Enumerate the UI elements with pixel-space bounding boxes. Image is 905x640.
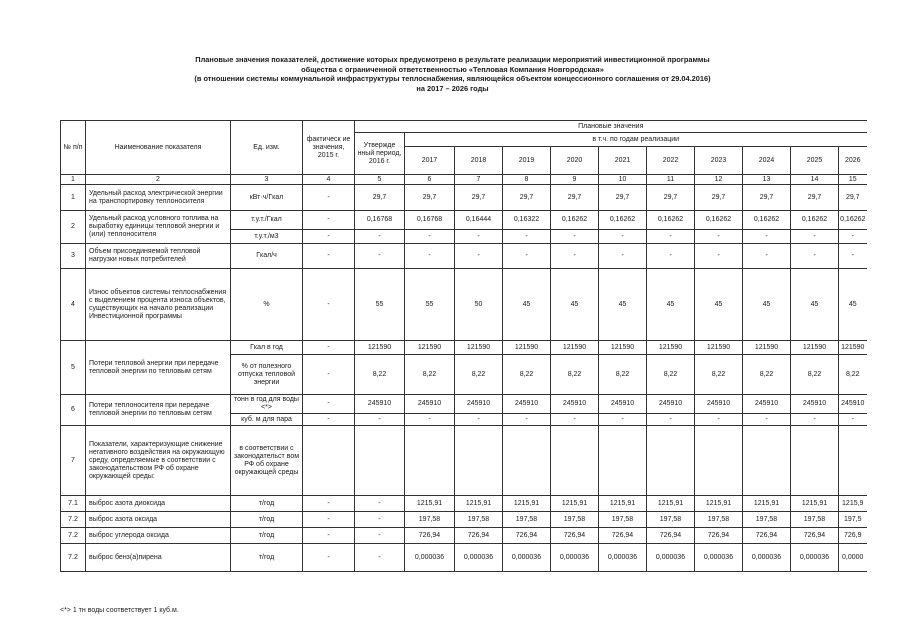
- indicator-name: выброс бенз(а)пирена: [86, 544, 231, 572]
- column-number: 6: [405, 175, 455, 185]
- indicator-name: Износ объектов системы теплоснабжения с выделением процента износа объектов, существующих на начало реализации Инвестиционной программы: [86, 269, 231, 341]
- approved-value: -: [355, 414, 405, 426]
- year-value: 1215,91: [743, 496, 791, 512]
- year-value: 8,22: [455, 355, 503, 395]
- unit: в соответствии с законодательст вом РФ об охране окружающей среды: [231, 426, 303, 496]
- year-value: -: [743, 230, 791, 244]
- year-value: 726,94: [695, 528, 743, 544]
- year-value: -: [695, 414, 743, 426]
- footnote: <*> 1 тн воды соответствует 1 куб.м.: [60, 607, 179, 614]
- year-value: 726,9: [839, 528, 867, 544]
- table-row: [61, 528, 867, 544]
- approved-value: -: [355, 230, 405, 244]
- fact-value: -: [303, 230, 355, 244]
- year-value: 1215,91: [695, 496, 743, 512]
- year-value: 726,94: [503, 528, 551, 544]
- year-value: 8,22: [503, 355, 551, 395]
- header-year-2019: 2019: [503, 147, 551, 175]
- unit: куб. м для пара: [231, 414, 303, 426]
- year-value: -: [455, 414, 503, 426]
- year-value: 1215,91: [599, 496, 647, 512]
- approved-value: -: [355, 244, 405, 269]
- header-unit: Ед. изм.: [231, 121, 303, 175]
- year-value: -: [455, 230, 503, 244]
- indicator-name: Потери теплоносителя при передаче тепловой энергии по тепловым сетям: [86, 395, 231, 426]
- row-number: 2: [61, 211, 86, 244]
- year-value: 8,22: [551, 355, 599, 395]
- year-value: 1215,91: [405, 496, 455, 512]
- indicator-name: Объем присоединяемой тепловой нагрузки новых потребителей: [86, 244, 231, 269]
- year-value: 0,16262: [599, 211, 647, 230]
- year-value: 1215,91: [791, 496, 839, 512]
- header-year-2025: 2025: [791, 147, 839, 175]
- fact-value: -: [303, 414, 355, 426]
- year-value: 0,000036: [695, 544, 743, 572]
- year-value: 45: [647, 269, 695, 341]
- indicator-name: Потери тепловой энергии при передаче тепловой энергии по тепловым сетям: [86, 341, 231, 395]
- year-value: -: [455, 244, 503, 269]
- year-value: 726,94: [551, 528, 599, 544]
- approved-value: 8,22: [355, 355, 405, 395]
- year-value: -: [551, 230, 599, 244]
- fact-value: -: [303, 544, 355, 572]
- year-value: 197,58: [647, 512, 695, 528]
- year-value: 197,58: [503, 512, 551, 528]
- column-number: 4: [303, 175, 355, 185]
- year-value: -: [743, 414, 791, 426]
- fact-value: [303, 426, 355, 496]
- unit: Гкал/ч: [231, 244, 303, 269]
- year-value: -: [791, 244, 839, 269]
- fact-value: -: [303, 512, 355, 528]
- column-number: 13: [743, 175, 791, 185]
- table-row: [61, 426, 867, 496]
- column-number: 10: [599, 175, 647, 185]
- year-value: -: [695, 230, 743, 244]
- fact-value: -: [303, 185, 355, 211]
- year-value: 45: [551, 269, 599, 341]
- year-value: [551, 426, 599, 496]
- year-value: 197,58: [551, 512, 599, 528]
- year-value: 45: [695, 269, 743, 341]
- year-value: 0,16322: [503, 211, 551, 230]
- unit: т.у.т./м3: [231, 230, 303, 244]
- column-number: 12: [695, 175, 743, 185]
- table-row: [61, 341, 867, 355]
- unit: кВт·ч/Гкал: [231, 185, 303, 211]
- year-value: 0,16262: [839, 211, 867, 230]
- year-value: 29,7: [695, 185, 743, 211]
- year-value: -: [839, 414, 867, 426]
- year-value: -: [791, 230, 839, 244]
- year-value: 8,22: [647, 355, 695, 395]
- approved-value: -: [355, 512, 405, 528]
- year-value: 121590: [405, 341, 455, 355]
- column-number: 7: [455, 175, 503, 185]
- fact-value: -: [303, 496, 355, 512]
- year-value: 197,58: [791, 512, 839, 528]
- year-value: 45: [743, 269, 791, 341]
- table-row: [61, 395, 867, 414]
- year-value: 0,000036: [791, 544, 839, 572]
- year-value: 197,58: [743, 512, 791, 528]
- unit: т/год: [231, 544, 303, 572]
- year-value: 726,94: [455, 528, 503, 544]
- year-value: 1215,91: [455, 496, 503, 512]
- row-number: 7: [61, 426, 86, 496]
- column-number: 11: [647, 175, 695, 185]
- column-number: 3: [231, 175, 303, 185]
- row-number: 7.1: [61, 496, 86, 512]
- year-value: -: [551, 414, 599, 426]
- document-title: [0, 55, 905, 93]
- year-value: 0,16768: [405, 211, 455, 230]
- row-number: 7.2: [61, 528, 86, 544]
- unit: тонн в год для воды <*>: [231, 395, 303, 414]
- year-value: 121590: [791, 341, 839, 355]
- unit: т/год: [231, 496, 303, 512]
- year-value: 29,7: [551, 185, 599, 211]
- year-value: 45: [791, 269, 839, 341]
- year-value: 121590: [743, 341, 791, 355]
- year-value: 121590: [647, 341, 695, 355]
- year-value: 245910: [503, 395, 551, 414]
- year-value: 245910: [839, 395, 867, 414]
- indicator-name: выброс азота оксида: [86, 512, 231, 528]
- year-value: [647, 426, 695, 496]
- year-value: [791, 426, 839, 496]
- year-value: [405, 426, 455, 496]
- year-value: 121590: [551, 341, 599, 355]
- indicator-name: Удельный расход электрической энергии на транспортировку теплоносителя: [86, 185, 231, 211]
- year-value: 29,7: [743, 185, 791, 211]
- row-number: 7.2: [61, 512, 86, 528]
- year-value: -: [405, 414, 455, 426]
- title-line-4: на 2017 – 2026 годы: [416, 83, 489, 93]
- year-value: 0,16262: [743, 211, 791, 230]
- column-number: 1: [61, 175, 86, 185]
- year-value: 0,000036: [405, 544, 455, 572]
- header-year-2021: 2021: [599, 147, 647, 175]
- fact-value: -: [303, 341, 355, 355]
- year-value: 245910: [551, 395, 599, 414]
- table-row: [61, 211, 867, 230]
- approved-value: -: [355, 544, 405, 572]
- year-value: 45: [599, 269, 647, 341]
- row-number: 7.2: [61, 544, 86, 572]
- header-year-2020: 2020: [551, 147, 599, 175]
- year-value: 121590: [503, 341, 551, 355]
- year-value: -: [839, 244, 867, 269]
- year-value: 121590: [599, 341, 647, 355]
- header-num: № п/п: [61, 121, 86, 175]
- year-value: 726,94: [743, 528, 791, 544]
- year-value: 197,5: [839, 512, 867, 528]
- indicator-name: Показатели, характеризующие снижение негативного воздействия на окружающую среду, определяемые в соответствии с законодательством РФ об охране окружающей среды:: [86, 426, 231, 496]
- year-value: 29,7: [839, 185, 867, 211]
- year-value: 0,16262: [695, 211, 743, 230]
- year-value: 726,94: [599, 528, 647, 544]
- approved-value: 0,16768: [355, 211, 405, 230]
- year-value: 8,22: [599, 355, 647, 395]
- year-value: 245910: [405, 395, 455, 414]
- year-value: 726,94: [647, 528, 695, 544]
- header-name: Наименование показателя: [86, 121, 231, 175]
- unit: %: [231, 269, 303, 341]
- row-number: 3: [61, 244, 86, 269]
- year-value: -: [551, 244, 599, 269]
- year-value: 245910: [791, 395, 839, 414]
- year-value: 29,7: [599, 185, 647, 211]
- year-value: -: [503, 230, 551, 244]
- year-value: 121590: [455, 341, 503, 355]
- year-value: 8,22: [405, 355, 455, 395]
- year-value: 0,000036: [455, 544, 503, 572]
- year-value: -: [647, 230, 695, 244]
- approved-value: 55: [355, 269, 405, 341]
- title-line-1: Плановые значения показателей, достижение которых предусмотрено в результате реализации мероприятий инвестиционной программы: [195, 55, 710, 64]
- year-value: -: [599, 414, 647, 426]
- fact-value: -: [303, 395, 355, 414]
- year-value: 197,58: [455, 512, 503, 528]
- table-row: [61, 185, 867, 211]
- year-value: 45: [503, 269, 551, 341]
- table-row: [61, 244, 867, 269]
- year-value: 1215,91: [551, 496, 599, 512]
- year-value: 0,000036: [551, 544, 599, 572]
- year-value: [599, 426, 647, 496]
- year-value: 726,94: [791, 528, 839, 544]
- header-by-years: в т.ч. по годам реализации: [405, 133, 867, 147]
- year-value: [839, 426, 867, 496]
- fact-value: -: [303, 211, 355, 230]
- column-number: 8: [503, 175, 551, 185]
- year-value: -: [503, 414, 551, 426]
- year-value: [695, 426, 743, 496]
- approved-value: 245910: [355, 395, 405, 414]
- indicator-name: выброс азота диоксида: [86, 496, 231, 512]
- year-value: 1215,9: [839, 496, 867, 512]
- year-value: 0,16444: [455, 211, 503, 230]
- year-value: 197,58: [405, 512, 455, 528]
- year-value: 726,94: [405, 528, 455, 544]
- table-row: [61, 512, 867, 528]
- year-value: 0,000036: [599, 544, 647, 572]
- row-number: 4: [61, 269, 86, 341]
- unit: т/год: [231, 528, 303, 544]
- year-value: 0,16262: [647, 211, 695, 230]
- column-number: 5: [355, 175, 405, 185]
- year-value: [503, 426, 551, 496]
- table-row: [61, 269, 867, 341]
- approved-value: -: [355, 496, 405, 512]
- header-fact: фактическ ие значения, 2015 г.: [303, 121, 355, 175]
- indicator-name: выброс углерода оксида: [86, 528, 231, 544]
- column-number: 14: [791, 175, 839, 185]
- year-value: 121590: [695, 341, 743, 355]
- year-value: -: [647, 414, 695, 426]
- year-value: 245910: [743, 395, 791, 414]
- year-value: 29,7: [791, 185, 839, 211]
- row-number: 1: [61, 185, 86, 211]
- year-value: 50: [455, 269, 503, 341]
- header-planned: Плановые значения: [355, 121, 867, 133]
- year-value: 0,000036: [743, 544, 791, 572]
- header-year-2026: 2026: [839, 147, 867, 175]
- year-value: 29,7: [455, 185, 503, 211]
- fact-value: -: [303, 355, 355, 395]
- row-number: 5: [61, 341, 86, 395]
- approved-value: 29,7: [355, 185, 405, 211]
- fact-value: -: [303, 244, 355, 269]
- table-row: [61, 544, 867, 572]
- year-value: -: [743, 244, 791, 269]
- unit: т.у.т./Гкал: [231, 211, 303, 230]
- year-value: -: [839, 230, 867, 244]
- year-value: 55: [405, 269, 455, 341]
- year-value: 29,7: [647, 185, 695, 211]
- fact-value: -: [303, 269, 355, 341]
- header-year-2024: 2024: [743, 147, 791, 175]
- year-value: 121590: [839, 341, 867, 355]
- year-value: 0,000036: [503, 544, 551, 572]
- column-number: 2: [86, 175, 231, 185]
- year-value: 8,22: [791, 355, 839, 395]
- row-number: 6: [61, 395, 86, 426]
- year-value: 0,0000: [839, 544, 867, 572]
- year-value: 0,16262: [791, 211, 839, 230]
- title-line-3: (в отношении системы коммунальной инфраструктуры теплоснабжения, являющейся объектом концессионного соглашения от 29.04.2016): [194, 74, 711, 84]
- year-value: 1215,91: [503, 496, 551, 512]
- column-number: 9: [551, 175, 599, 185]
- year-value: 8,22: [743, 355, 791, 395]
- year-value: 197,58: [695, 512, 743, 528]
- year-value: 245910: [647, 395, 695, 414]
- unit: Гкал в год: [231, 341, 303, 355]
- year-value: 197,58: [599, 512, 647, 528]
- year-value: 245910: [455, 395, 503, 414]
- indicators-table: [60, 120, 867, 572]
- year-value: 8,22: [839, 355, 867, 395]
- year-value: -: [695, 244, 743, 269]
- header-year-2023: 2023: [695, 147, 743, 175]
- year-value: [743, 426, 791, 496]
- year-value: [455, 426, 503, 496]
- approved-value: [355, 426, 405, 496]
- header-year-2018: 2018: [455, 147, 503, 175]
- year-value: 0,16262: [551, 211, 599, 230]
- unit: т/год: [231, 512, 303, 528]
- year-value: -: [599, 244, 647, 269]
- year-value: 8,22: [695, 355, 743, 395]
- approved-value: 121590: [355, 341, 405, 355]
- fact-value: -: [303, 528, 355, 544]
- year-value: 29,7: [405, 185, 455, 211]
- year-value: 1215,91: [647, 496, 695, 512]
- header-year-2017: 2017: [405, 147, 455, 175]
- year-value: 245910: [695, 395, 743, 414]
- approved-value: -: [355, 528, 405, 544]
- year-value: -: [647, 244, 695, 269]
- indicator-name: Удельный расход условного топлива на выработку единицы тепловой энергии и (или) теплоносителя: [86, 211, 231, 244]
- title-line-2: общества с ограниченной ответственностью «Тепловая Компания Новгородская»: [301, 64, 604, 74]
- year-value: 245910: [599, 395, 647, 414]
- year-value: -: [503, 244, 551, 269]
- column-number: 15: [839, 175, 867, 185]
- year-value: -: [405, 230, 455, 244]
- header-year-2022: 2022: [647, 147, 695, 175]
- year-value: 45: [839, 269, 867, 341]
- year-value: 29,7: [503, 185, 551, 211]
- unit: % от полезного отпуска тепловой энергии: [231, 355, 303, 395]
- year-value: 0,000036: [647, 544, 695, 572]
- table-row: [61, 496, 867, 512]
- header-approved: Утвержде нный период, 2016 г.: [355, 133, 405, 175]
- year-value: -: [791, 414, 839, 426]
- year-value: -: [599, 230, 647, 244]
- year-value: -: [405, 244, 455, 269]
